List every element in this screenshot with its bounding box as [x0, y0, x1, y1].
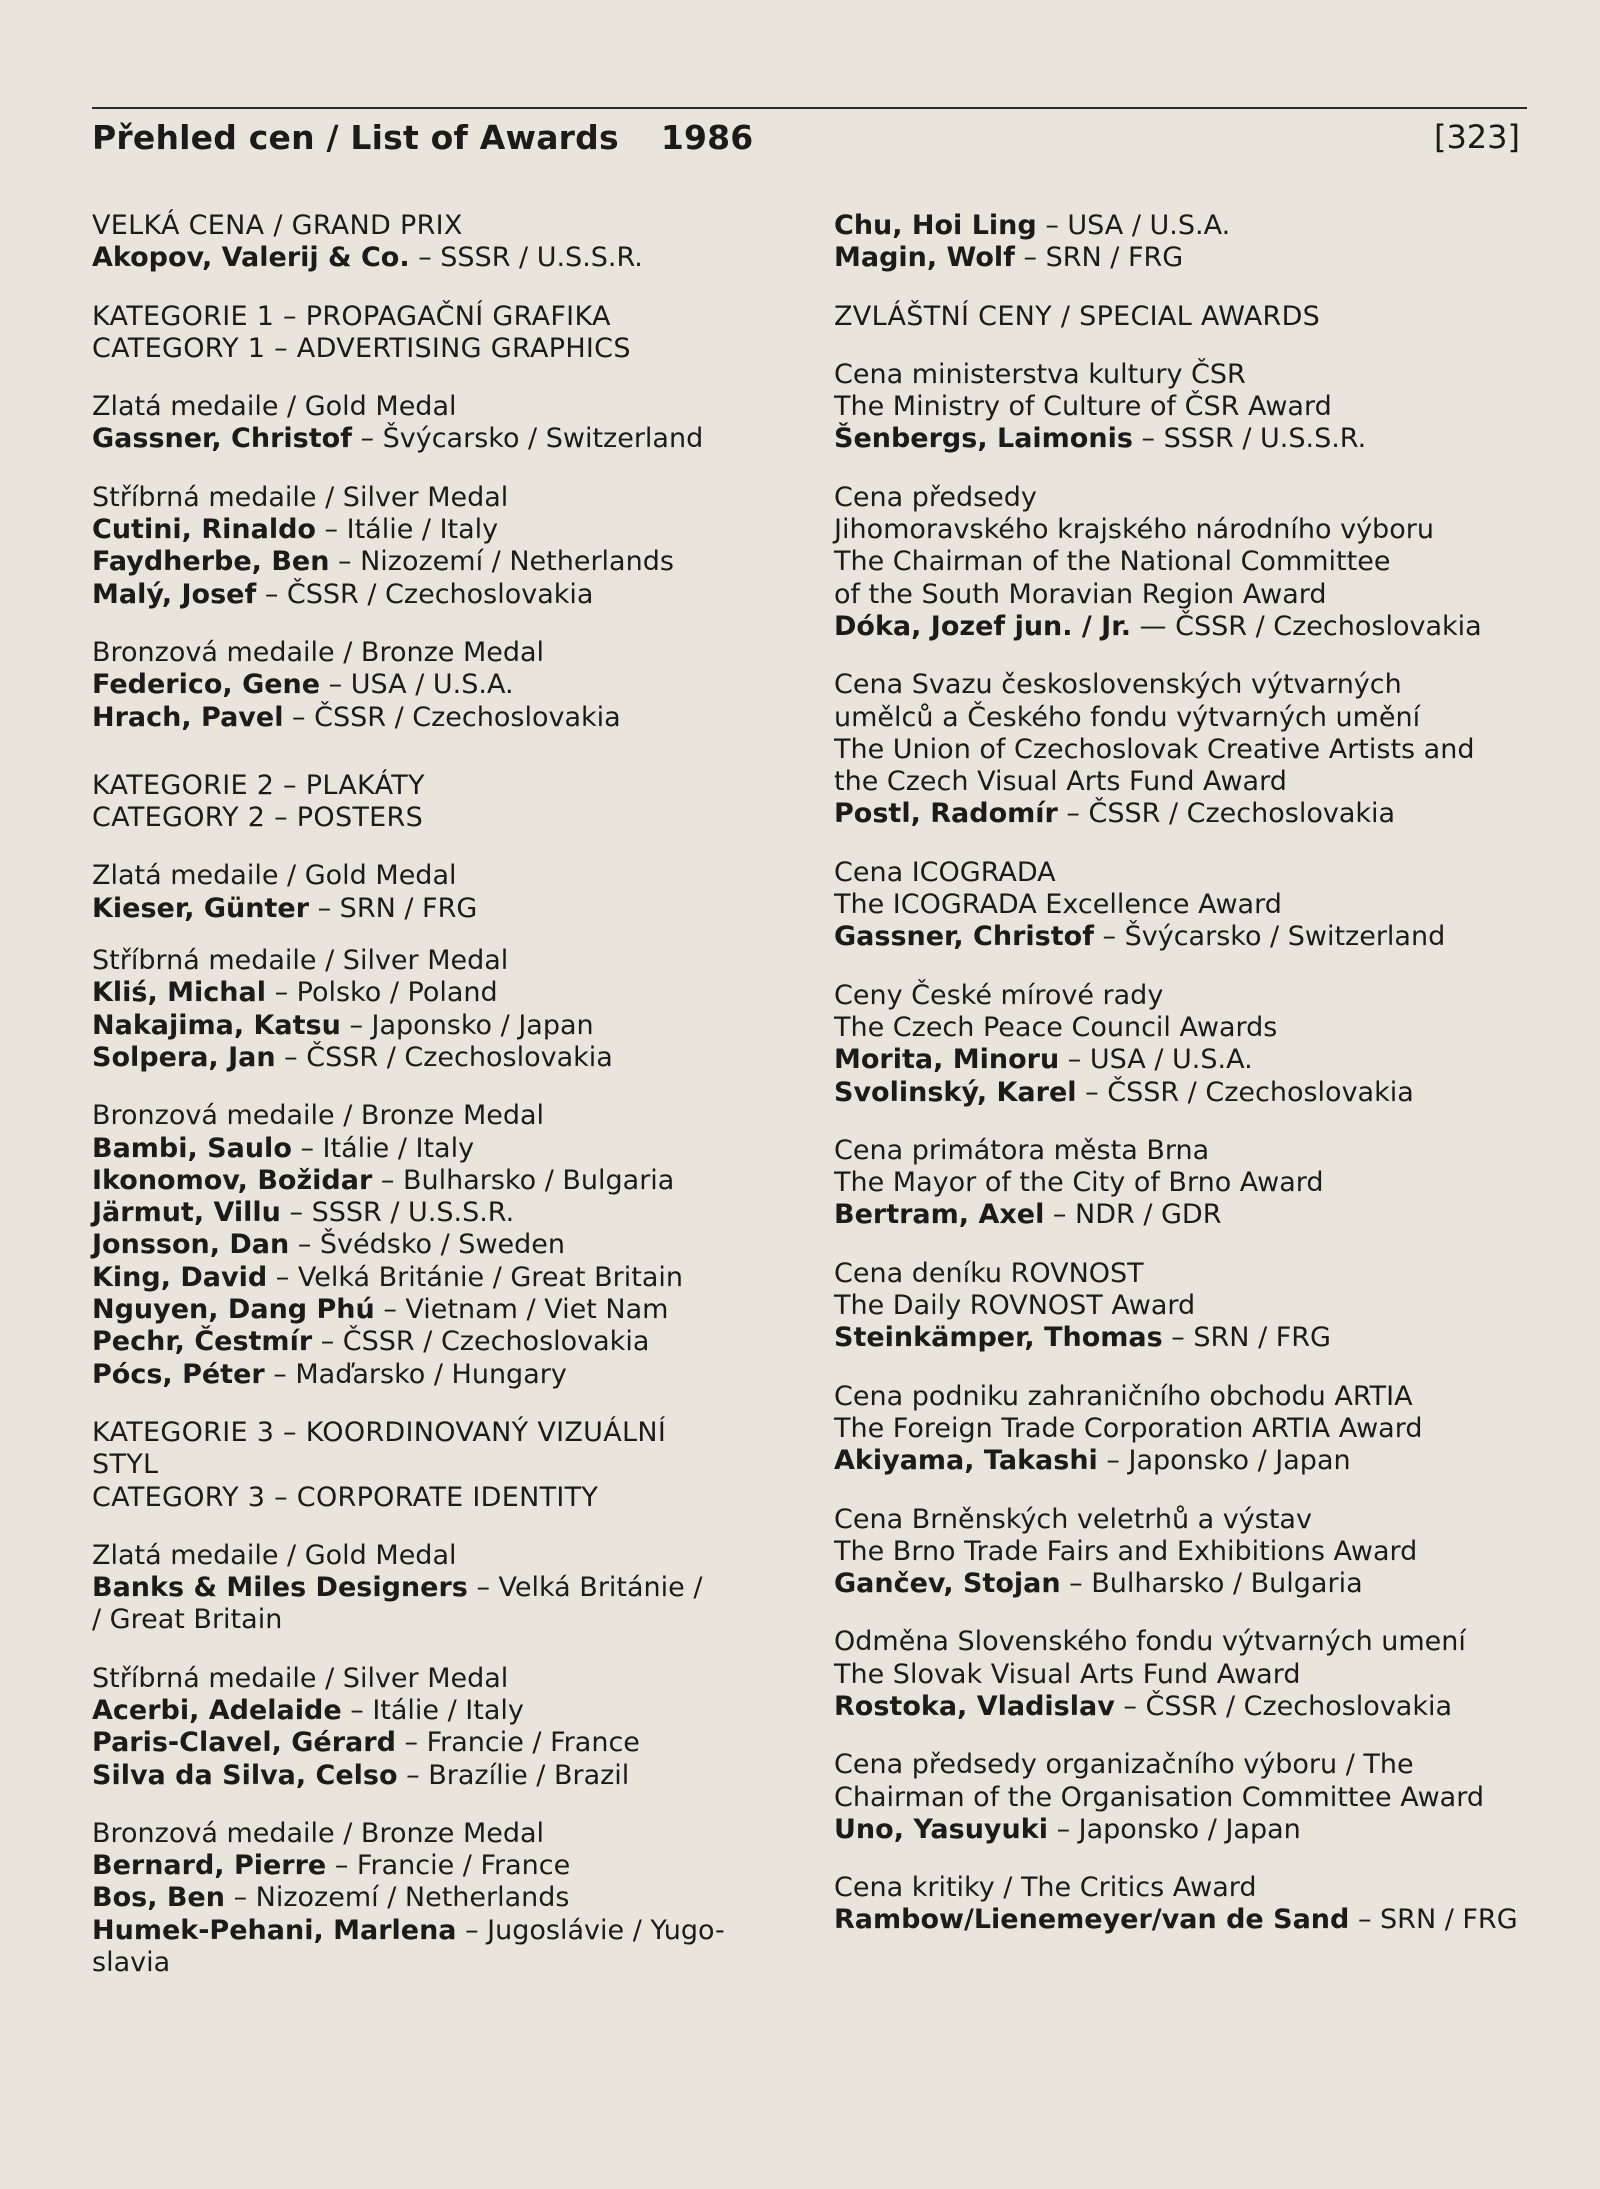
winner-country: – Japonsko / Japan [1047, 1813, 1301, 1845]
award-title-cz: Odměna Slovenského fondu výtvarných umení [834, 1626, 1466, 1658]
award-entry [834, 1568, 1534, 1600]
winner-country: – Vietnam / Viet Nam [374, 1294, 669, 1326]
winner-country-cont: / Great Britain [92, 1604, 283, 1636]
winner-name: Steinkämper, Thomas [834, 1322, 1163, 1354]
award-entry [92, 579, 792, 611]
award-entry [92, 423, 792, 455]
winner-name: Nguyen, Dang Phú [92, 1294, 375, 1326]
winner-name: Uno, Yasuyuki [834, 1813, 1048, 1845]
winner-name: Federico, Gene [92, 669, 321, 701]
winner-name: Paris-Clavel, Gérard [92, 1727, 396, 1759]
left-column [92, 210, 792, 2005]
cat3-bronze-continued [834, 210, 1534, 275]
award-entry [92, 1727, 792, 1759]
winner-country: – Bulharsko / Bulgaria [1060, 1568, 1363, 1600]
award-entry [834, 1199, 1534, 1231]
special-award-trade-fairs [834, 1504, 1534, 1601]
award-entry [834, 423, 1534, 455]
award-entry [834, 210, 1534, 242]
winner-country: – Itálie / Italy [315, 514, 499, 546]
award-entry [834, 1322, 1534, 1354]
special-award-peace-council [834, 980, 1534, 1109]
award-entry [834, 1445, 1534, 1477]
winner-name: Bambi, Saulo [92, 1132, 292, 1164]
winner-name: Silva da Silva, Celso [92, 1759, 398, 1791]
winner-name: Jonsson, Dan [92, 1229, 290, 1261]
winner-name: Chu, Hoi Ling [834, 210, 1037, 241]
category-heading-cz: KATEGORIE 1 – PROPAGAČNÍ GRAFIKA [92, 300, 611, 332]
special-award-critics [834, 1872, 1534, 1937]
award-title-en: The Brno Trade Fairs and Exhibitions Award [834, 1535, 1418, 1567]
medal-heading: Stříbrná medaile / Silver Medal [92, 481, 509, 513]
award-entry [92, 1326, 792, 1358]
award-entry [92, 1915, 792, 1947]
winner-name: Acerbi, Adelaide [92, 1694, 342, 1726]
award-entry [92, 977, 792, 1009]
award-entry [92, 1010, 792, 1042]
winner-country: – Itálie / Italy [341, 1694, 524, 1726]
award-title-en-cont: the Czech Visual Arts Fund Award [834, 766, 1287, 798]
winner-name: Morita, Minoru [834, 1044, 1060, 1076]
winner-country: – Velká Británie / [467, 1572, 703, 1604]
award-title-cz: Cena Brněnských veletrhů a výstav [834, 1503, 1312, 1535]
winner-country: – ČSSR / Czechoslovakia [283, 701, 621, 733]
winner-name: Gassner, Christof [834, 921, 1094, 953]
category-3-heading [92, 1417, 792, 1514]
award-entry [92, 1760, 792, 1792]
category-heading-cz: KATEGORIE 2 – PLAKÁTY [92, 769, 425, 801]
medal-heading: Stříbrná medaile / Silver Medal [92, 1662, 509, 1694]
cat1-bronze-medal [92, 637, 792, 734]
winner-name: Svolinský, Karel [834, 1076, 1077, 1108]
winner-country: – USA / U.S.A. [1059, 1044, 1253, 1076]
section-heading: ZVLÁŠTNÍ CENY / SPECIAL AWARDS [834, 300, 1321, 332]
award-entry [92, 1882, 792, 1914]
winner-country: – SSSR / U.S.S.R. [280, 1197, 515, 1229]
award-title: Cena kritiky / The Critics Award [834, 1872, 1257, 1904]
special-award-committee-chairman [834, 1749, 1534, 1846]
winner-country: – SRN / FRG [1349, 1904, 1518, 1936]
winner-name: Bernard, Pierre [92, 1850, 327, 1882]
award-entry [92, 1229, 792, 1261]
medal-heading: Zlatá medaile / Gold Medal [92, 391, 457, 423]
winner-country: – SRN / FRG [309, 892, 478, 924]
winner-country: – Švédsko / Sweden [289, 1229, 565, 1261]
category-1-heading [92, 301, 792, 366]
award-title-cz: Cena deníku ROVNOST [834, 1257, 1144, 1289]
winner-country: – ČSSR / Czechoslovakia [1114, 1690, 1453, 1722]
winner-name: Gassner, Christof [92, 423, 352, 455]
award-entry [92, 1850, 792, 1882]
award-title: Cena předsedy organizačního výboru / The [834, 1749, 1414, 1781]
award-title-cz: Ceny České mírové rady [834, 979, 1164, 1011]
title-text: Přehled cen / List of Awards [92, 118, 619, 157]
cat1-silver-medal [92, 482, 792, 611]
special-award-rovnost [834, 1258, 1534, 1355]
winner-name: Rostoka, Vladislav [834, 1690, 1115, 1722]
winner-name: King, David [92, 1261, 268, 1293]
winner-country: – SSSR / U.S.S.R. [409, 242, 643, 274]
award-title-en: The Daily ROVNOST Award [834, 1290, 1196, 1322]
award-entry [92, 514, 792, 546]
special-award-regional-committee [834, 482, 1534, 643]
winner-country: – Švýcarsko / Switzerland [1093, 921, 1446, 953]
award-entry [92, 1359, 792, 1391]
medal-heading: Bronzová medaile / Bronze Medal [92, 1100, 545, 1132]
award-title-en: The Chairman of the National Committee [834, 546, 1391, 578]
award-title-en: The Foreign Trade Corporation ARTIA Award [834, 1412, 1423, 1444]
winner-country: – Japonsko / Japan [1097, 1445, 1351, 1477]
winner-country: – Polsko / Poland [265, 977, 498, 1009]
award-title-en: The Slovak Visual Arts Fund Award [834, 1658, 1301, 1690]
winner-name: Solpera, Jan [92, 1041, 276, 1073]
winner-name: Gančev, Stojan [834, 1568, 1061, 1600]
category-heading-en: CATEGORY 1 – ADVERTISING GRAPHICS [92, 332, 631, 364]
award-entry [92, 546, 792, 578]
winner-country-cont: slavia [92, 1947, 171, 1979]
award-entry [834, 1077, 1534, 1109]
special-award-union [834, 669, 1534, 830]
award-entry [92, 702, 792, 734]
cat1-gold-medal [92, 391, 792, 456]
award-title-cz: Cena podniku zahraničního obchodu ARTIA [834, 1380, 1413, 1412]
category-heading-cz: KATEGORIE 3 – KOORDINOVANÝ VIZUÁLNÍ [92, 1416, 667, 1448]
winner-country: – Jugoslávie / Yugo- [456, 1914, 725, 1946]
winner-name: Banks & Miles Designers [92, 1572, 468, 1604]
award-title-cz: Cena ICOGRADA [834, 856, 1056, 888]
winner-country: – USA / U.S.A. [1036, 210, 1231, 241]
winner-country: – SSSR / U.S.S.R. [1132, 423, 1367, 455]
medal-heading: Zlatá medaile / Gold Medal [92, 1539, 457, 1571]
award-title-cz: Cena předsedy [834, 481, 1037, 513]
section-heading: VELKÁ CENA / GRAND PRIX [92, 210, 463, 241]
award-entry [92, 1294, 792, 1326]
award-title-cz: Cena primátora města Brna [834, 1134, 1210, 1166]
winner-country: – SRN / FRG [1162, 1322, 1331, 1354]
award-entry [834, 798, 1534, 830]
grand-prix-section [92, 210, 792, 275]
award-title-en: The Union of Czechoslovak Creative Artists and [834, 733, 1475, 765]
award-entry [834, 921, 1534, 953]
winner-country: — ČSSR / Czechoslovakia [1130, 610, 1482, 642]
winner-country: – Francie / France [395, 1727, 640, 1759]
header-rule [92, 107, 1527, 109]
award-entry [834, 1044, 1534, 1076]
winner-country: – Itálie / Italy [291, 1132, 475, 1164]
award-entry [92, 242, 792, 274]
winner-name: Postl, Radomír [834, 798, 1058, 830]
award-entry [92, 1133, 792, 1165]
winner-country: – SRN / FRG [1014, 242, 1184, 274]
category-heading-en: CATEGORY 2 – POSTERS [92, 802, 424, 834]
award-entry [92, 1197, 792, 1229]
winner-country: – ČSSR / Czechoslovakia [312, 1326, 650, 1358]
medal-heading: Bronzová medaile / Bronze Medal [92, 1817, 545, 1849]
winner-country: – Maďarsko / Hungary [264, 1358, 567, 1390]
award-title-en-cont: of the South Moravian Region Award [834, 578, 1327, 610]
winner-country: – Brazílie / Brazil [397, 1759, 630, 1791]
winner-country: – Nizozemí / Netherlands [329, 546, 674, 578]
winner-name: Järmut, Villu [92, 1197, 281, 1229]
award-title-cz-cont: umělců a Českého fondu výtvarných umění [834, 701, 1421, 733]
winner-name: Akopov, Valerij & Co. [92, 242, 410, 274]
award-title-en: The ICOGRADA Excellence Award [834, 889, 1282, 921]
award-entry [92, 1572, 792, 1604]
winner-name: Kieser, Günter [92, 892, 310, 924]
award-title-cz-cont: Jihomoravského krajského národního výboru [834, 514, 1434, 546]
award-title-en: The Ministry of Culture of ČSR Award [834, 391, 1332, 423]
winner-country: – ČSSR / Czechoslovakia [1057, 798, 1396, 830]
winner-name: Hrach, Pavel [92, 701, 284, 733]
special-award-ministry [834, 359, 1534, 456]
award-title-cz: Cena Svazu československých výtvarných [834, 669, 1402, 701]
right-column [834, 210, 1534, 1963]
winner-country: – ČSSR / Czechoslovakia [275, 1041, 613, 1073]
winner-country: – Francie / France [326, 1850, 571, 1882]
winner-name: Šenbergs, Laimonis [834, 423, 1133, 455]
special-award-slovak-fund [834, 1626, 1534, 1723]
award-entry [834, 242, 1534, 274]
category-heading-cz-cont: STYL [92, 1449, 159, 1481]
winner-country: – Švýcarsko / Switzerland [351, 423, 704, 455]
winner-name: Faydherbe, Ben [92, 546, 330, 578]
page-title [92, 118, 753, 157]
page-number: [323] [1433, 118, 1520, 156]
winner-name: Magin, Wolf [834, 242, 1015, 274]
winner-name: Cutini, Rinaldo [92, 514, 316, 546]
award-entry [92, 1042, 792, 1074]
cat3-gold-medal [92, 1540, 792, 1637]
winner-country: – Nizozemí / Netherlands [224, 1882, 570, 1914]
award-entry [92, 1695, 792, 1727]
winner-name: Nakajima, Katsu [92, 1009, 341, 1041]
award-entry [834, 611, 1534, 643]
award-entry [834, 1691, 1534, 1723]
award-entry [834, 1814, 1534, 1846]
winner-country: – Velká Británie / Great Britain [267, 1261, 684, 1293]
winner-name: Kliś, Michal [92, 977, 266, 1009]
award-entry [92, 1262, 792, 1294]
winner-name: Pechr, Čestmír [92, 1326, 313, 1358]
winner-name: Ikonomov, Božidar [92, 1164, 373, 1196]
special-award-artia [834, 1381, 1534, 1478]
cat2-gold-medal [92, 860, 792, 925]
winner-country: – USA / U.S.A. [320, 669, 514, 701]
title-year: 1986 [660, 118, 754, 157]
medal-heading: Stříbrná medaile / Silver Medal [92, 945, 509, 977]
award-title-en: The Mayor of the City of Brno Award [834, 1167, 1324, 1199]
award-title-cont: Chairman of the Organisation Committee Award [834, 1781, 1484, 1813]
cat2-silver-medal [92, 945, 792, 1074]
winner-country: – Bulharsko / Bulgaria [372, 1164, 675, 1196]
award-entry [834, 1904, 1534, 1936]
award-entry [92, 1165, 792, 1197]
winner-name: Bos, Ben [92, 1882, 225, 1914]
winner-country: – ČSSR / Czechoslovakia [1076, 1076, 1414, 1108]
medal-heading: Bronzová medaile / Bronze Medal [92, 636, 545, 668]
award-title-cz: Cena ministerstva kultury ČSR [834, 358, 1246, 390]
winner-name: Malý, Josef [92, 578, 257, 610]
winner-country: – NDR / GDR [1044, 1199, 1222, 1231]
category-2-heading [92, 770, 792, 835]
winner-country: – Japonsko / Japan [340, 1009, 594, 1041]
winner-name: Humek-Pehani, Marlena [92, 1914, 457, 1946]
award-entry [92, 669, 792, 701]
winner-country: – ČSSR / Czechoslovakia [256, 578, 594, 610]
special-award-icograda [834, 857, 1534, 954]
special-awards-heading [834, 301, 1534, 333]
medal-heading: Zlatá medaile / Gold Medal [92, 860, 457, 892]
award-entry [92, 893, 792, 925]
special-award-mayor [834, 1135, 1534, 1232]
winner-name: Dóka, Jozef jun. / Jr. [834, 610, 1131, 642]
award-title-en: The Czech Peace Council Awards [834, 1011, 1278, 1043]
winner-name: Rambow/Lienemeyer/van de Sand [834, 1904, 1350, 1936]
cat3-bronze-medal [92, 1818, 792, 1979]
category-heading-en: CATEGORY 3 – CORPORATE IDENTITY [92, 1481, 599, 1513]
winner-name: Akiyama, Takashi [834, 1445, 1098, 1477]
winner-name: Bertram, Axel [834, 1199, 1045, 1231]
cat2-bronze-medal [92, 1100, 792, 1391]
cat3-silver-medal [92, 1663, 792, 1792]
winner-name: Pócs, Péter [92, 1358, 265, 1390]
